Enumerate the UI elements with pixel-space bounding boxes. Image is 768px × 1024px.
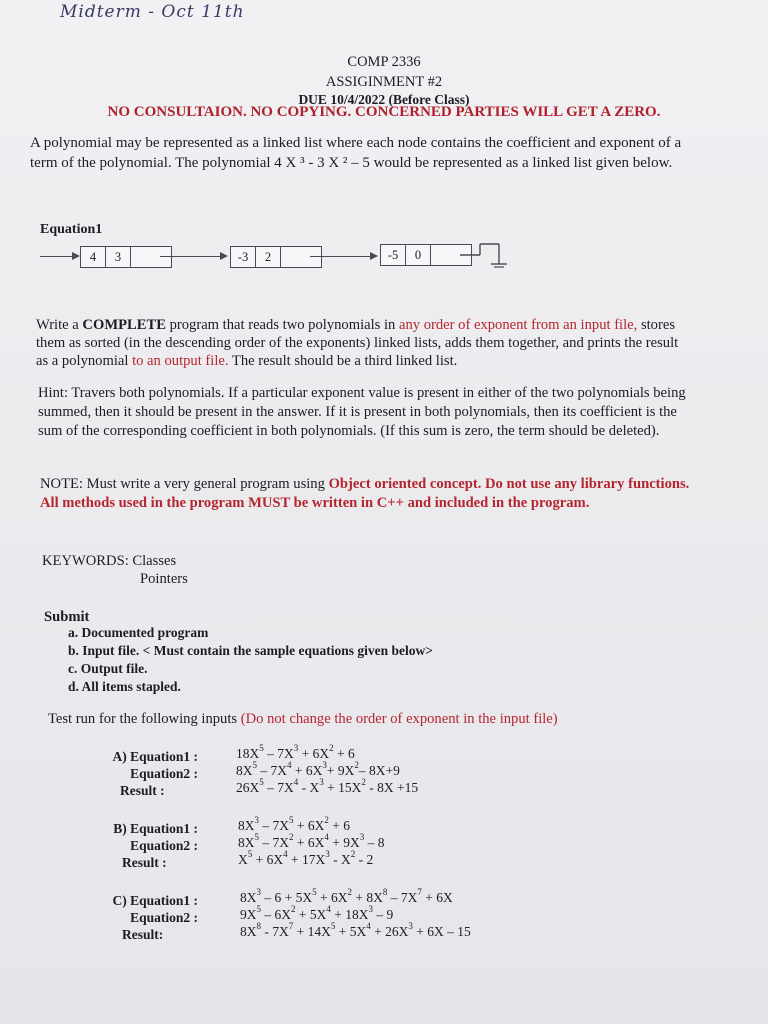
- hint-line-3: sum of the corresponding coefficient in both polynomials. (If this sum is zero, the term should be deleted).: [38, 423, 660, 439]
- hint-line-2: summed, then it should be present in the answer. If it is present in both polynomials, then its coefficient is the: [38, 404, 677, 420]
- hint-line-1: Hint: Travers both polynomials. If a particular exponent value is present in either of the two polynomials being: [38, 385, 686, 401]
- link-arrow-tip: [220, 252, 228, 260]
- submit-item: a. Documented program: [68, 625, 209, 640]
- case-b-equation1: $8X^3 - 7X^5 + 6X^2 + 6$: [238, 815, 350, 833]
- list-node-1: [80, 246, 172, 268]
- case-a-eq1-label: A) Equation1 :: [112, 749, 198, 764]
- assignment-title: ASSIGINMENT #2: [325, 74, 443, 90]
- keywords-second: Pointers: [140, 571, 188, 587]
- case-a-result-label: Result :: [120, 783, 165, 798]
- node-exponent: 0: [406, 245, 431, 265]
- case-a-eq2-label: Equation2 :: [130, 766, 198, 781]
- case-c-eq2-label: Equation2 :: [130, 910, 198, 925]
- submit-item: d. All items stapled.: [68, 679, 181, 694]
- node-coefficient: -3: [231, 247, 256, 267]
- list-node-2: [230, 246, 322, 268]
- case-c-equation2: $9X^5 - 6X^2 + 5X^4 + 18X^3 - 9$: [240, 904, 394, 922]
- test-run-line: Test run for the following inputs (Do not change the order of exponent in the input file): [48, 711, 558, 727]
- keywords-label: KEYWORDS: Classes: [42, 553, 177, 569]
- node-exponent: 3: [106, 247, 131, 267]
- head-arrow: [40, 256, 74, 257]
- intro-line-2: term of the polynomial. The polynomial 4 X ³ - 3 X ² – 5 would be represented as a linked list given below.: [30, 155, 673, 171]
- case-b-result: $X^5 + 6X^4 + 17X^3 - X^2 - 2$: [238, 849, 374, 867]
- note-line-1: NOTE: Must write a very general program using Object oriented concept. Do not use any library functions.: [40, 476, 690, 492]
- case-c-equation1: $8X^3 - 6 + 5X^5 + 6X^2 + 8X^8 - 7X^7 + 6X$: [240, 887, 453, 905]
- link-arrow: [310, 256, 372, 257]
- link-arrow: [160, 256, 222, 257]
- case-a-equation1: $18X^5 - 7X^3 + 6X^2 + 6$: [236, 743, 355, 761]
- warning-line: NO CONSULTAION. NO COPYING. CONCERNED PARTIES WILL GET A ZERO.: [107, 104, 661, 120]
- null-ground-icon: [455, 240, 525, 272]
- submit-title: Submit: [44, 609, 90, 625]
- handwritten-note: Midterm - Oct 11th: [60, 2, 245, 22]
- due-date: DUE 10/4/2022 (Before Class): [298, 92, 470, 107]
- node-coefficient: 4: [81, 247, 106, 267]
- case-c-result: $8X^8 - 7X^7 + 14X^5 + 5X^4 + 26X^3 + 6X - 15$: [240, 921, 471, 939]
- intro-line-1: A polynomial may be represented as a linked list where each node contains the coefficient and exponent of a: [30, 135, 682, 151]
- course-code: COMP 2336: [347, 54, 421, 70]
- case-a-equation2: $8X^5 - 7X^4 + 6X^3+ 9X^2-$ 8X+9: [236, 760, 400, 778]
- case-b-equation2: $8X^5 - 7X^2 + 6X^4 + 9X^3 - 8$: [238, 832, 385, 850]
- submit-item: c. Output file.: [68, 661, 148, 676]
- task-line-1: Write a COMPLETE program that reads two polynomials in any order of exponent from an input file, stores: [36, 317, 675, 333]
- submit-item: b. Input file. < Must contain the sample equations given below>: [68, 643, 433, 658]
- case-a-result: $26X^5 - 7X^4 - X^3 + 15X^2 - 8X +15$: [236, 777, 419, 795]
- note-line-2: All methods used in the program MUST be written in C++ and included in the program.: [40, 495, 590, 511]
- task-line-2: them as sorted (in the descending order of the exponents) linked lists, adds them together, and prints the result: [36, 335, 679, 351]
- task-line-3: as a polynomial to an output file. The result should be a third linked list.: [36, 353, 458, 369]
- node-coefficient: -5: [381, 245, 406, 265]
- node-exponent: 2: [256, 247, 281, 267]
- head-arrow-tip: [72, 252, 80, 260]
- case-b-result-label: Result :: [122, 855, 167, 870]
- case-b-eq1-label: B) Equation1 :: [113, 821, 198, 836]
- case-b-eq2-label: Equation2 :: [130, 838, 198, 853]
- case-c-eq1-label: C) Equation1 :: [112, 893, 198, 908]
- link-arrow-tip: [370, 252, 378, 260]
- case-c-result-label: Result:: [122, 927, 164, 942]
- diagram-label: Equation1: [40, 222, 103, 237]
